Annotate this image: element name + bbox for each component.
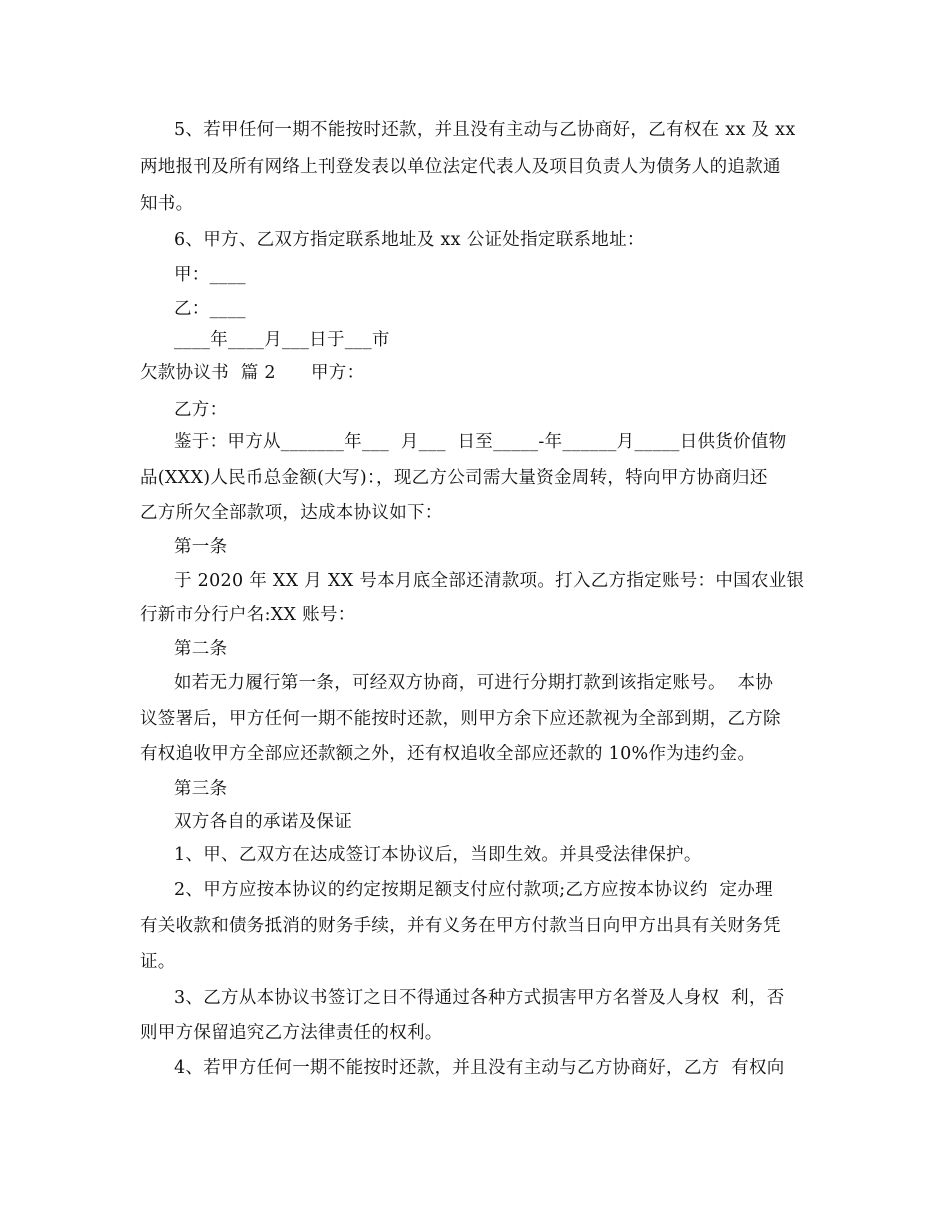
text-line: 证。 (140, 952, 176, 972)
text-line: 乙方： (174, 400, 228, 420)
text-line: 品(XXX)人民币总金额(大写)：，现乙方公司需大量资金周转，特向甲方协商归还 (140, 468, 768, 488)
article-heading: 第二条 (174, 639, 228, 659)
text-line: 双方各自的承诺及保证 (174, 812, 352, 832)
article-heading: 第一条 (174, 537, 228, 557)
text-line: 议签署后，甲方任何一期不能按时还款，则甲方余下应还款视为全部到期，乙方除 (140, 709, 781, 729)
article-heading: 第三条 (174, 779, 228, 799)
text-line: 两地报刊及所有网络上刊登发表以单位法定代表人及项目负责人为债务人的追款通 (140, 157, 781, 177)
text-line: 有权追收甲方全部应还款额之外，还有权追收全部应还款的 10%作为违约金。 (140, 744, 756, 764)
text-line: 于 2020 年 XX 月 XX 号本月底全部还清款项。打入乙方指定账号：中国农业银 (174, 571, 805, 591)
text-line: 有关收款和债务抵消的财务手续，并有义务在甲方付款当日向甲方出具有关财务凭 (140, 916, 781, 936)
text-line: 5、若甲任何一期不能按时还款，并且没有主动与乙协商好，乙有权在 xx 及 xx (174, 120, 796, 140)
text-line: 知书。 (140, 194, 194, 214)
text-line: 鉴于：甲方从_______年___ 月___ 日至_____-年______月_____日供货价值物 (174, 432, 787, 452)
text-line: 则甲方保留追究乙方法律责任的权利。 (140, 1023, 443, 1043)
text-line: 3、乙方从本协议书签订之日不得通过各种方式损害甲方名誉及人身权 利，否 (174, 988, 785, 1008)
text-line: 乙方所欠全部款项，达成本协议如下： (140, 503, 443, 523)
text-line: 4、若甲方任何一期不能按时还款，并且没有主动与乙方协商好，乙方 有权向 (174, 1058, 785, 1078)
text-line: 6、甲方、乙双方指定联系地址及 xx 公证处指定联系地址： (174, 230, 645, 250)
text-line: 乙：____ (174, 299, 246, 319)
section-title: 欠款协议书 篇 2 甲方： (140, 363, 365, 383)
text-line: 1、甲、乙双方在达成签订本协议后，当即生效。并具受法律保护。 (174, 845, 702, 865)
text-line: 2、甲方应按本协议的约定按期足额支付应付款项;乙方应按本协议约 定办理 (174, 880, 773, 900)
text-line: 如若无力履行第一条，可经双方协商，可进行分期打款到该指定账号。 本协 (174, 673, 774, 693)
text-line: 行新市分行户名:XX 账号： (140, 605, 356, 625)
text-line: ____年____月___日于___市 (174, 330, 390, 350)
text-line: 甲：____ (174, 265, 246, 285)
